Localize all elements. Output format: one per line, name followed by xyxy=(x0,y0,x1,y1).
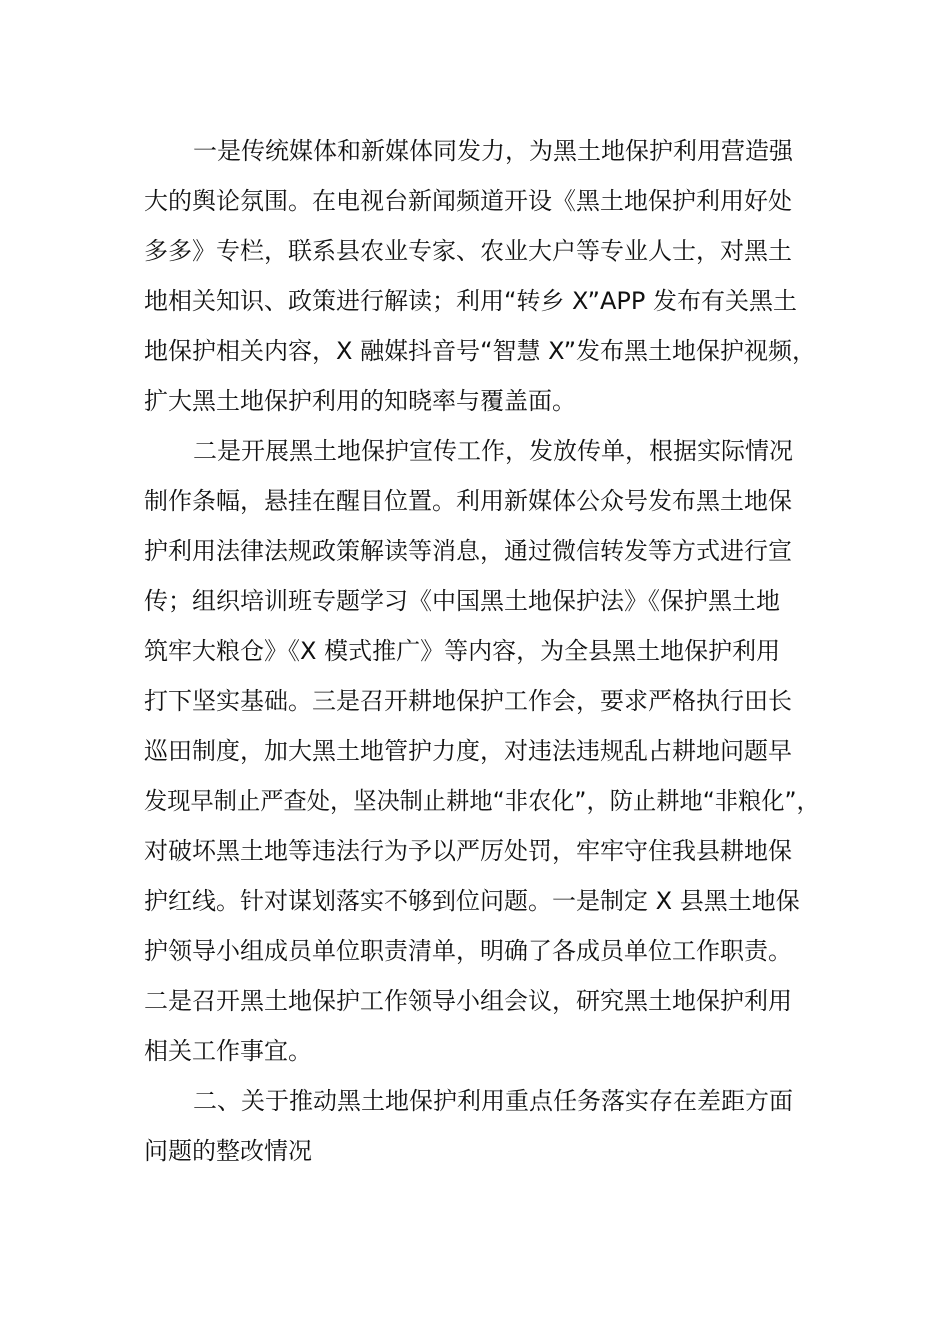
section-heading-line: 二、关于推动黑土地保护利用重点任务落实存在差距方面 xyxy=(193,1087,793,1115)
text-line: 巡田制度，加大黑土地管护力度，对违法违规乱占耕地问题早 xyxy=(144,737,792,765)
text-line: 护红线。针对谋划落实不够到位问题。一是制定 X 县黑土地保 xyxy=(144,887,800,915)
text-line: 打下坚实基础。三是召开耕地保护工作会，要求严格执行田长 xyxy=(144,687,792,715)
text-line: 对破坏黑土地等违法行为予以严厉处罚，牢牢守住我县耕地保 xyxy=(144,837,792,865)
text-line: 地相关知识、政策进行解读；利用“转乡 X”APP 发布有关黑土 xyxy=(144,287,797,315)
section-heading-line: 问题的整改情况 xyxy=(144,1137,312,1165)
text-line: 扩大黑土地保护利用的知晓率与覆盖面。 xyxy=(144,387,576,415)
text-line: 二是开展黑土地保护宣传工作，发放传单，根据实际情况 xyxy=(193,437,793,465)
text-line: 大的舆论氛围。在电视台新闻频道开设《黑土地保护利用好处 xyxy=(144,187,792,215)
text-line: 传；组织培训班专题学习《中国黑土地保护法》《保护黑土地 xyxy=(144,587,780,615)
text-line: 一是传统媒体和新媒体同发力，为黑土地保护利用营造强 xyxy=(193,137,793,165)
text-line: 二是召开黑土地保护工作领导小组会议，研究黑土地保护利用 xyxy=(144,987,792,1015)
text-line: 制作条幅，悬挂在醒目位置。利用新媒体公众号发布黑土地保 xyxy=(144,487,792,515)
text-line: 相关工作事宜。 xyxy=(144,1037,312,1065)
text-line: 护利用法律法规政策解读等消息，通过微信转发等方式进行宣 xyxy=(144,537,792,565)
text-line: 发现早制止严查处，坚决制止耕地“非农化”，防止耕地“非粮化”， xyxy=(144,787,820,815)
text-line: 护领导小组成员单位职责清单，明确了各成员单位工作职责。 xyxy=(144,937,792,965)
text-line: 筑牢大粮仓》《X 模式推广》等内容，为全县黑土地保护利用 xyxy=(144,637,781,665)
text-line: 多多》专栏，联系县农业专家、农业大户等专业人士，对黑土 xyxy=(144,237,792,265)
text-line: 地保护相关内容，X 融媒抖音号“智慧 X”发布黑土地保护视频， xyxy=(144,337,817,365)
